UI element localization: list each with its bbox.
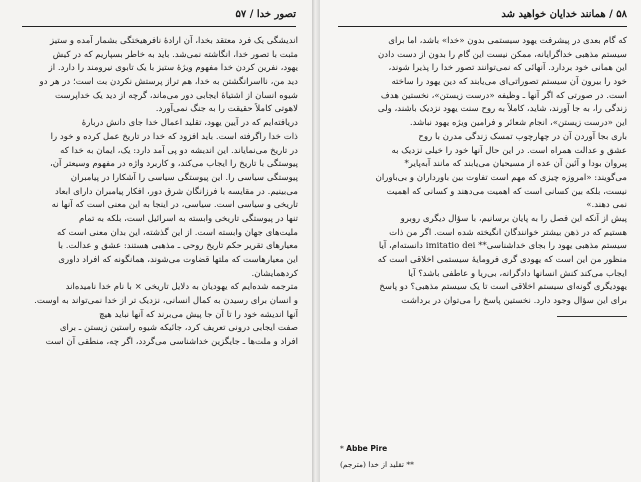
- text-line: دید من، نااسرانگشتن به خدا، هم تراز پرستش نکردن بت است؛ در هر دو: [39, 77, 298, 88]
- text-line: سیستم مذهبی یهود را بجای خداشناسی** imitatio dei دانسته‌ام، آیا: [378, 241, 627, 252]
- book-gutter: [312, 0, 320, 482]
- text-line: و انسان برای رسیدن به کمال انسانی، نزدیک تر از خدا نمی‌تواند به اوست.: [34, 296, 298, 307]
- footnote-marker: *: [340, 444, 344, 453]
- page-body: [22, 35, 298, 350]
- left-page: [0, 0, 312, 482]
- text-line: مثبت با تصور خدا، انگاشته نمی‌شد. باید به خاطر بسپاریم که در کیش: [52, 49, 298, 60]
- text-line: یهود، نفرین کردن خدا مفهوم ویژهٔ ستیز با یک تابوی نیرومند را دارد. از: [48, 63, 298, 74]
- footnote-1: [340, 444, 387, 453]
- text-line: ایجاب می‌کند کنش انسانها دادگرانه، بی‌ریا و عاطفی باشد؟ آیا: [408, 268, 627, 279]
- text-line: این معیارهاست که ملتها قضاوت می‌شوند، همانگونه که افراد داوری: [58, 255, 298, 265]
- text-line: شیوه انسان از اشتیاهٔ ایجابی دور می‌ماند، گرچه از دید یک خداپرست: [55, 90, 298, 101]
- text-line: پیش از آنکه این فصل را به پایان برسانیم، با سؤال دیگری روبرو: [400, 213, 627, 224]
- text-line: نیست، بلکه بین کسانی است که اهمیت می‌دهند و کسانی که اهمیت: [386, 186, 627, 197]
- text-line: عشق و عدالت همراه است. در این حال آنها خود را خیلی نزدیک به: [391, 145, 627, 156]
- text-line: خود را بیرون آن سیستم تصوراتی‌ای می‌یابند که دین یهود را ساخته: [391, 77, 627, 88]
- text-line: ذات خدا راگرفته است. باید افزود که خدا در تاریخ عمل کرده و خود را: [50, 131, 298, 142]
- header-title: ۵۸ / همانند خدایان خواهید شد: [501, 9, 627, 20]
- text-line: که گام بعدی در پیشرفت یهود سیستمی بدون «خدا» باشد، اما برای: [388, 36, 627, 46]
- header-rule: [22, 26, 296, 27]
- text-line: صفت ایجابی درونی تعریف کرد، جائیکه شیوه راستین زیستن ـ برای: [59, 323, 298, 334]
- page-body: [340, 35, 627, 309]
- page-header: [22, 9, 296, 25]
- text-line: می‌بینیم. در مقایسه با فرزانگان شرق دور، افکار پیامبران دارای ابعاد: [55, 186, 298, 197]
- text-line: تنها در پیوستگی تاریخی وابسته به اسرائیل است، بلکه به تمام: [79, 213, 298, 224]
- text-line: است. در صورتی که اگر آنها ـ وظیفه «درست زیستن»، نخستین هدف: [380, 90, 627, 101]
- text-line: لاهوتی کاملاً حقیقت را به جنگ نمی‌آورد.: [155, 104, 298, 115]
- text-line: افراد و ملت‌ها ـ جایگزین خداشناسی می‌گردد، اگر چه، منطقی آن است: [45, 337, 298, 348]
- text-line: ملیت‌های جهان وابسته است. از این گذشته، این بدان معنی است که: [57, 227, 298, 238]
- header-title: تصور خدا / ۵۷: [235, 9, 296, 20]
- footnote-rule: [557, 316, 627, 317]
- footnote-marker: **: [406, 460, 414, 469]
- text-line: نمی دهند.»: [586, 200, 627, 211]
- page-header: [338, 9, 627, 25]
- text-line: کردهمایشان.: [251, 268, 298, 279]
- text-line: پیوستگی سیاسی را. این پیوستگی سیاسی را آشکارا در پیامبران: [70, 172, 298, 183]
- text-line: دریافته‌ایم که در آیین یهود، تقلید اعمال خدا جای دانش دربارهٔ: [81, 118, 298, 129]
- footnote-text: Abbe Pire: [346, 444, 388, 453]
- text-line: در تاریخ می‌نمایاند. این اندیشه دو پی آمد دارد: یک، ایمان به خدا که: [60, 145, 298, 156]
- text-line: برای این سؤال وجود دارد. نخستین پاسخ را می‌توان در برداشت: [401, 296, 627, 307]
- text-line: معیارهای تقریر حکم تاریخ روحی ـ مذهبی هستند: عشق و عدالت. با: [58, 241, 298, 252]
- text-line: می‌گویند: «امروزه چیزی که مهم است تفاوت بین باورداران و بی‌باوران: [375, 172, 627, 183]
- text-line: پیوستگی با تاریخ را ایجاب می‌کند، و کاربرد واژه در مفهوم وسیعتر آن،: [49, 159, 298, 170]
- text-line: سیستم مذهبی خداگرایانه، ممکن نیست این گام را بدون از دست دادن: [378, 49, 627, 60]
- text-line: این همانی خود بردارد. آنهائی که نمی‌توانند تصور خدا را پذیرا شوند،: [388, 63, 627, 74]
- text-line: پیروان بودا و آئین آن عده از مسیحیان می‌یابند که مانند آبه‌پایر*: [404, 159, 627, 170]
- text-line: زندگی را، به جا آورند، شاید، کاملاً به روح سنت یهود نزدیک باشند، ولی: [377, 104, 627, 115]
- footnote-text: تقلید از خدا (مترجم): [340, 460, 404, 469]
- text-line: تاریخی و سیاسی است. سیاسی، در اینجا به این معنی است که آنها نه: [51, 200, 298, 211]
- text-line: مترجمه شده‌ایم که یهودیان به دلایل تاریخی × با نام خدا نامیده‌اند: [65, 282, 298, 293]
- text-line: هستیم که در ذهن بیشتر خوانندگان انگیخته شده است. اگر من ذات: [389, 227, 627, 238]
- text-line: آنها اندیشه خود را تا آن جا پیش می‌برند که آنها نباید هیچ: [99, 309, 298, 320]
- text-line: یهودیگری گونه‌ای سیستم اخلاقی است تا یک سیستم مذهبی؟ دو پاسخ: [379, 282, 627, 293]
- right-page: [320, 0, 641, 482]
- text-line: این «درست زیستن»، انجام شعائر و فرامین ویژه یهود نباشد.: [409, 118, 627, 129]
- text-line: باری بجا آوردن آن در چهارچوب تمسک زندگی مدرن با روح: [418, 131, 627, 142]
- text-line: منظور من این است که یهودی گری فرومایهٔ سیستمی اخلاقی است که: [377, 255, 627, 265]
- header-rule: [338, 26, 627, 27]
- text-line: اندیشگی یک فرد معتقد بخدا، آن ارادهٔ نافرهیختگی بشمار آمده و ستیز: [50, 36, 298, 46]
- footnote-2: [340, 460, 414, 469]
